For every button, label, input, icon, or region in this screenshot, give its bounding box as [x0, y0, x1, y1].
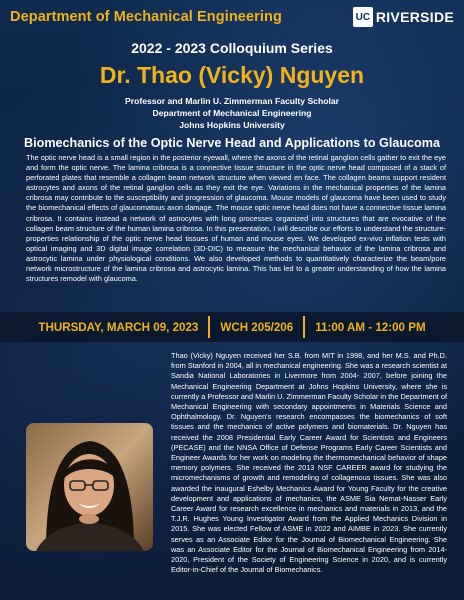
- speaker-biography: Thao (Vicky) Nguyen received her S.B. from MIT in 1998, and her M.S. and Ph.D. from Stanford in 2004, all in mechanical engineering. She was a research scientist at Sandia National Laboratories in Livermore from 2004- 2007, before joining the Mechanical Engineering Department at Johns Hopkins University, where she is currently a Professor and Marlin U. Zimmerman Faculty Scholar in the Department of Mechanical Engineering with secondary appointments in Materials Science and Ophthalmology. Dr. Nguyen's research encompasses the biomechanics of soft tissues and the mechanics of active polymers and biomaterials. Dr. Nguyen has received the 2008 Presidential Early Career Award for Scientists and Engineers (PECASE) and the NNSA Office of Defense Programs Early Career Scientists and Engineer Awards for her work on modeling the thermomechanical behavior of shape memory polymers. She received the 2013 NSF CAREER award for studying the micromechanisms of growth and remodeling of collagenous tissues. She was also awarded the inaugural Eshelby Mechanics Award for Young Faculty for the creative development and applications of mechanics, the ASME Sia Nemat-Nasser Early Career Award for research excellence in mechanics and materials in 2013, and the T.J.R. Hughes Young Investigator Award from the Applied Mechanics Division in 2015. She was elected Fellow of ASME in 2022 and AIMBE in 2023. She currently serves as an Associate Editor for the Journal of Biomechanical Engineering. She was an Associate Editor for the Journal of Biomechanical Engineering from 2014-2020, President of the Society of Engineering Science in 2020, and is currently Editor-in-Chief of the Journal of Biomechanics.: [171, 351, 447, 575]
- event-details-bar: [0, 312, 464, 342]
- speaker-affiliation: [0, 95, 464, 131]
- event-location: WCH 205/206: [220, 320, 294, 334]
- department-name: Department of Mechanical Engineering: [10, 9, 282, 25]
- header-bar: [0, 0, 464, 34]
- series-title: 2022 - 2023 Colloquium Series: [131, 40, 333, 56]
- speaker-portrait-illustration: [26, 423, 153, 551]
- speaker-photo: [26, 423, 153, 551]
- uc-riverside-logo: [353, 7, 454, 27]
- speaker-department: Department of Mechanical Engineering: [152, 108, 312, 118]
- event-date: THURSDAY, MARCH 09, 2023: [38, 320, 199, 334]
- riverside-logo-text: RIVERSIDE: [375, 9, 454, 25]
- speaker-position: Professor and Marlin U. Zimmerman Faculty Scholar: [125, 96, 339, 106]
- talk-abstract: The optic nerve head is a small region in the posterior eyewall, where the axons of the retinal ganglion cells gather to exit the eye and form the optic nerve. The lamina cribrosa is a connective tissue structure in the optic nerve head composed of a stack of perforated plates that resemble a collagen beam network structure when viewed en face. The collagen beams support resident astrocytes and axons of the retinal ganglion cells as they exit the eye. Variations in the mechanical properties of the lamina cribrosa may contribute to the susceptibility and progression of glaucoma. Mouse models of glaucoma have been used to study the biomechanical effects of glaucomatous axon damage. The mouse optic nerve head does not have a connective tissue lamina cribrosa. It contains instead a network of astrocytes with long processes organized into structures that are evocative of the collagen beam structure of the human lamina cribrosa. In this presentation, I will describe our efforts to understand the structure-properties relationship of the optic nerve head tissues of human and mouse eyes. We developed ex-vivo inflation tests with optical imaging and 3D digital image correlation (3D-DIC) to measure the mechanical behavior of the lamina cribrosa and astrocytic lamina under physiological conditions. We also developed methods to quantitatively characterize the beam/pore network microstructure of the lamina cribrosa and astrocytic lamina. This has led to a greater understanding of how the lamina structures remodel with glaucoma.: [26, 153, 446, 284]
- speaker-name: Dr. Thao (Vicky) Nguyen: [99, 62, 365, 88]
- event-time: 11:00 AM - 12:00 PM: [315, 320, 426, 334]
- uc-logo-mark: UC: [353, 7, 373, 27]
- speaker-university: Johns Hopkins University: [179, 120, 285, 130]
- talk-title: Biomechanics of the Optic Nerve Head and Applications to Glaucoma: [24, 136, 440, 150]
